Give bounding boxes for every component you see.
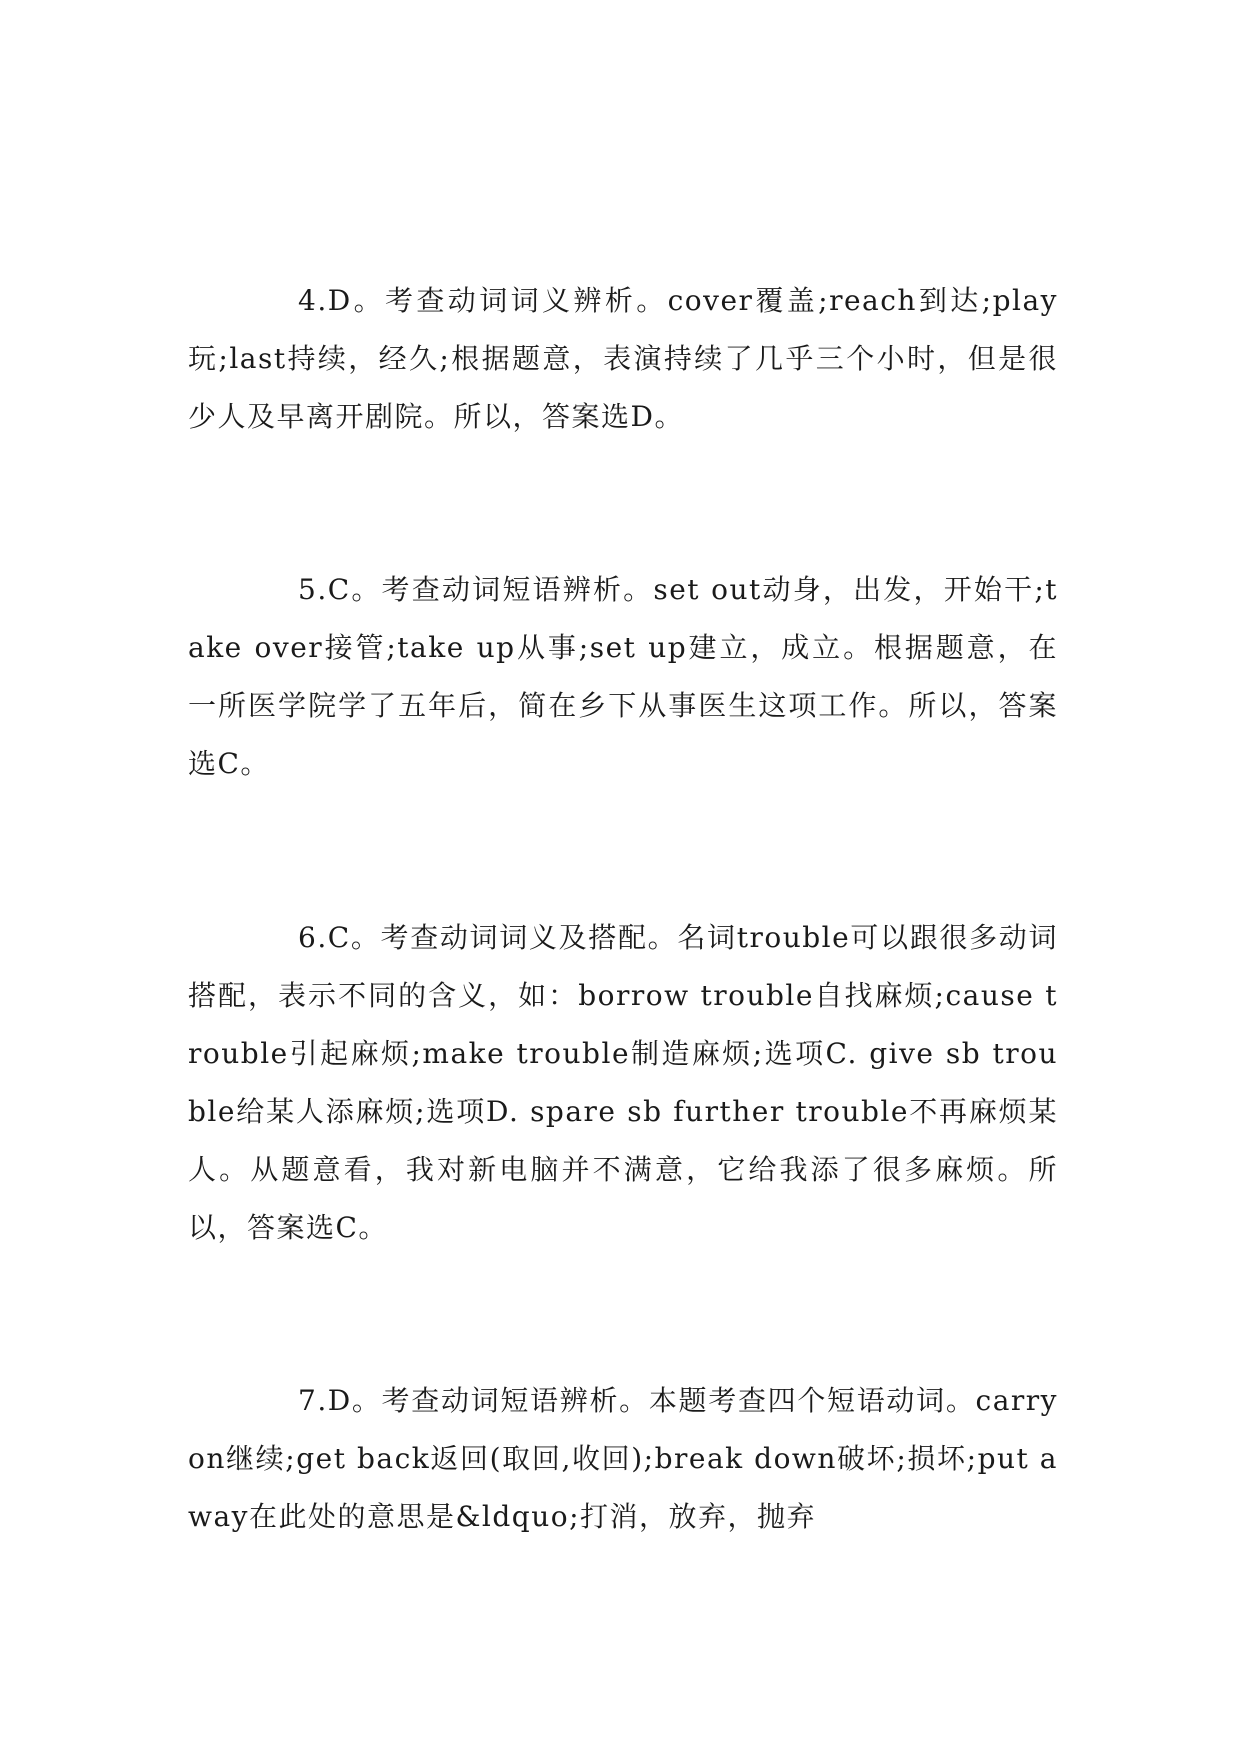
answer-paragraph-7: 7.D。考查动词短语辨析。本题考查四个短语动词。carry on继续;get back返回(取回,收回);break down破坏;损坏;put away在此处的意思是&ldquo;打消，放弃，抛弃 bbox=[188, 1384, 1058, 1533]
answer-paragraph-6: 6.C。考查动词词义及搭配。名词trouble可以跟很多动词搭配，表示不同的含义，如：borrow trouble自找麻烦;cause trouble引起麻烦;make trouble制造麻烦;选项C. give sb trouble给某人添麻烦;选项D. spare sb further trouble不再麻烦某人。从题意看，我对新电脑并不满意，它给我添了很多麻烦。所以，答案选C。 bbox=[188, 921, 1058, 1244]
answer-paragraph-4: 4.D。考查动词词义辨析。cover覆盖;reach到达;play玩;last持续，经久;根据题意，表演持续了几乎三个小时，但是很少人及早离开剧院。所以，答案选D。 bbox=[188, 284, 1058, 433]
answer-paragraph-5: 5.C。考查动词短语辨析。set out动身，出发，开始干;take over接管;take up从事;set up建立，成立。根据题意，在一所医学院学了五年后，简在乡下从事医生这项工作。所以，答案选C。 bbox=[188, 573, 1058, 780]
